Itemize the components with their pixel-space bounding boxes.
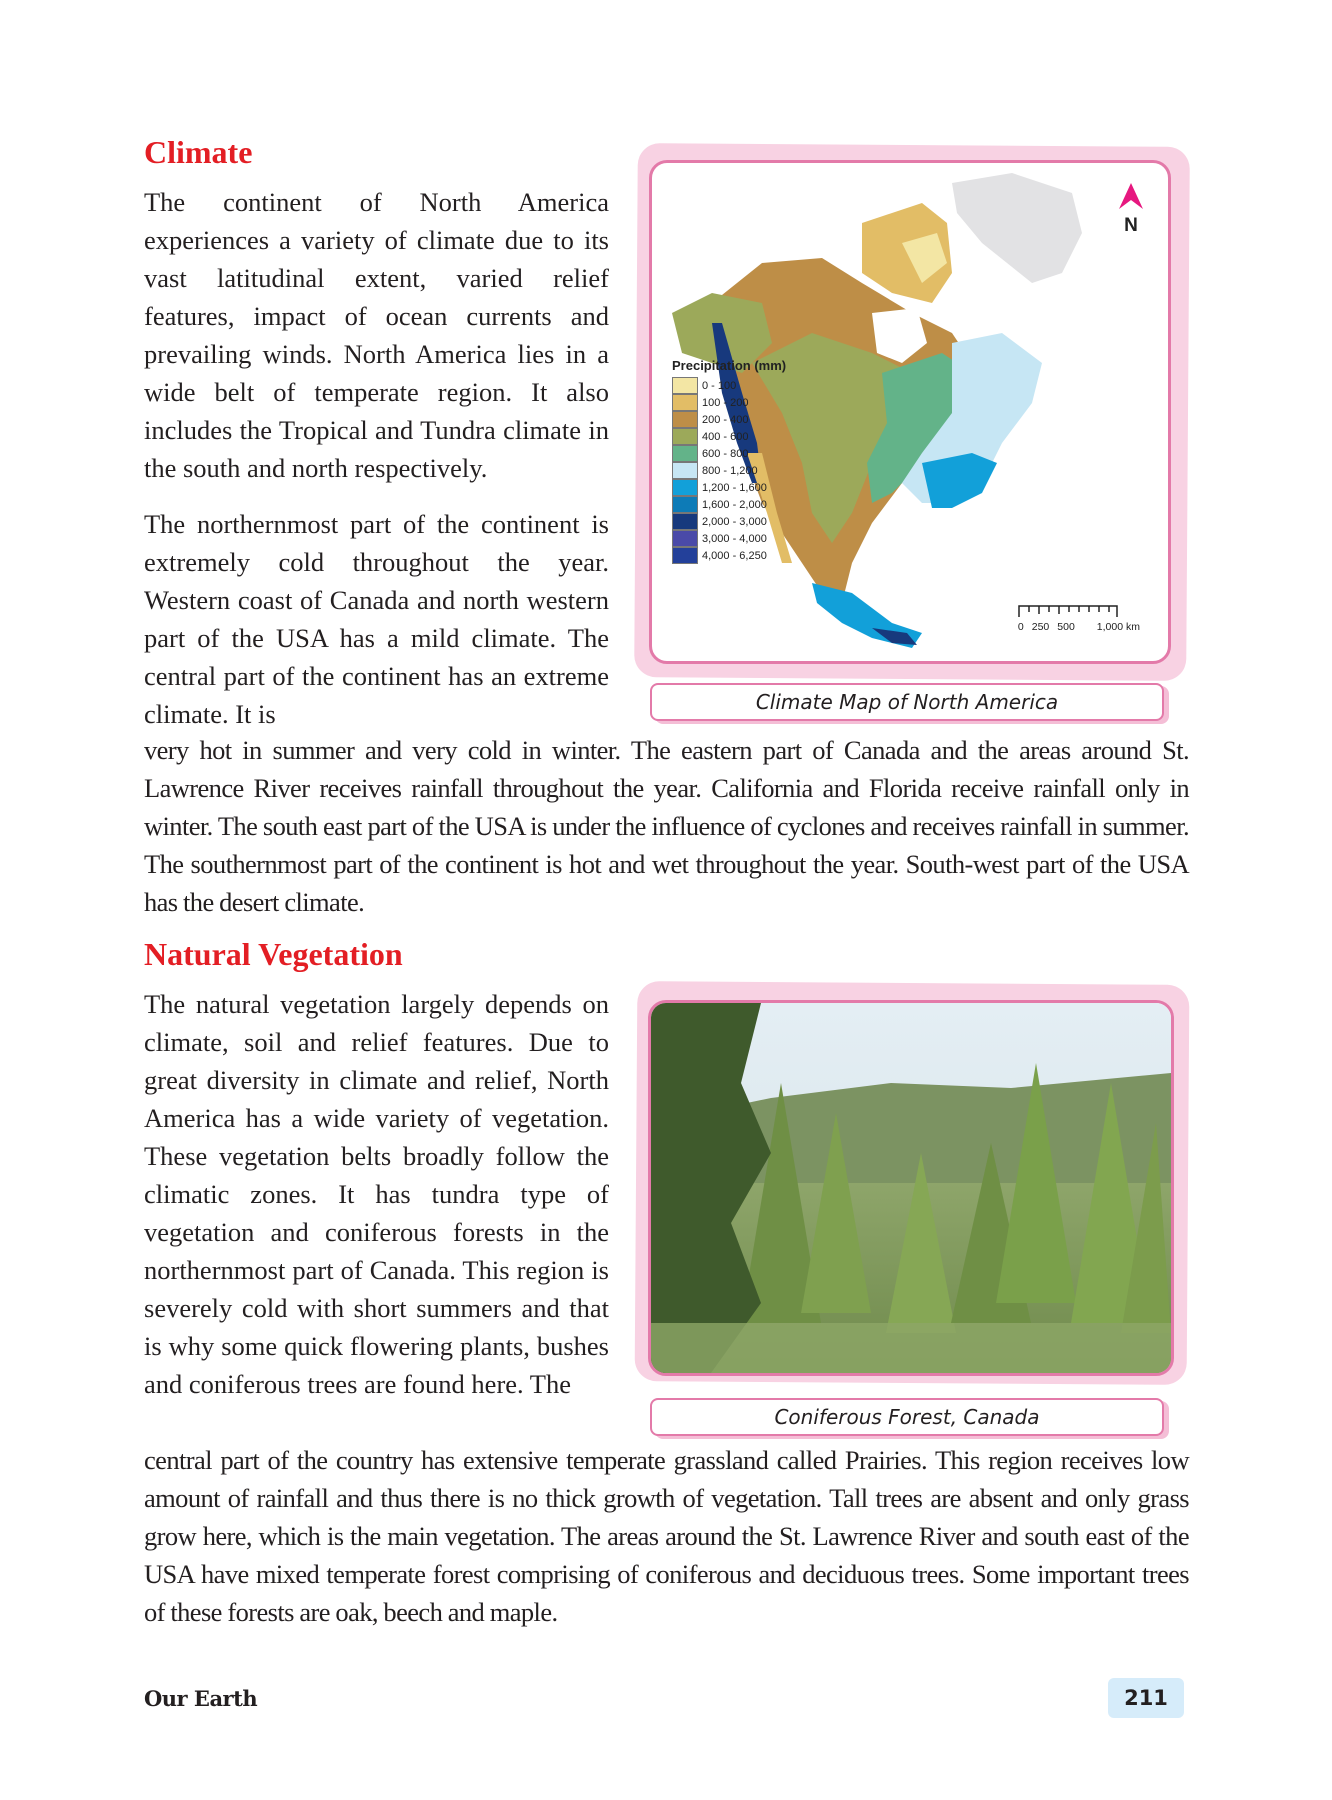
climate-paragraph-1: The continent of North America experiences a variety of climate due to its vast latitudinal extent, varied relief features, impact of ocean currents and prevailing winds. North America lies in a wide belt of temperate region. It also includes the Tropical and Tundra climate in the south and north respectively. xyxy=(144,187,609,483)
legend-swatch xyxy=(672,445,698,462)
legend-swatch xyxy=(672,547,698,564)
north-label: N xyxy=(1124,215,1138,236)
page-number: 211 xyxy=(1108,1678,1184,1718)
legend-label: 100 - 200 xyxy=(702,396,749,409)
legend-label: 1,200 - 1,600 xyxy=(702,481,767,494)
scale-label: 500 xyxy=(1057,621,1075,633)
coniferous-forest-photo xyxy=(648,1000,1174,1376)
north-arrow-icon xyxy=(1119,183,1143,209)
vegetation-paragraph-1: The natural vegetation largely depends on climate, soil and relief features. Due to great diversity in climate and relief, North America has a wide variety of vegetation. These vegetation belts broadly follow the climatic zones. It has tundra type of vegetation and coniferous forests in the northernmost part of Canada. This region is severely cold with short summers and that is why some quick flowering plants, bushes and coniferous trees are found here. The xyxy=(144,989,609,1399)
legend-label: 0 - 100 xyxy=(702,379,737,392)
legend-label: 3,000 - 4,000 xyxy=(702,532,767,545)
scale-bar-icon xyxy=(1018,604,1118,618)
climate-paragraph-3: very hot in summer and very cold in winter. The eastern part of Canada and the areas around St. Lawrence River receives rainfall throughout the year. California and Florida receive rainfall only in winter. The south east part of the USA is under the influence of cyclones and receives rainfall in summer. The southernmost part of the continent is hot and wet throughout the year. South-west part of the USA has the desert climate. xyxy=(144,735,1189,917)
legend-swatch xyxy=(672,462,698,479)
legend-swatch xyxy=(672,479,698,496)
legend-swatch xyxy=(672,411,698,428)
legend-item xyxy=(672,377,786,394)
vegetation-paragraph-2: central part of the country has extensive temperate grassland called Prairies. This region receives low amount of rainfall and thus there is no thick growth of vegetation. Tall trees are absent and only grass grow here, which is the main vegetation. The areas around the St. Lawrence River and south east of the USA have mixed temperate forest comprising of coniferous and deciduous trees. Some important trees of these forests are oak, beech and maple. xyxy=(144,1445,1189,1627)
book-title: Our Earth xyxy=(144,1686,258,1711)
legend-item xyxy=(672,462,786,479)
legend-item xyxy=(672,547,786,564)
legend-label: 400 - 600 xyxy=(702,430,749,443)
scale-label: 250 xyxy=(1031,621,1050,633)
legend-swatch xyxy=(672,394,698,411)
legend-swatch xyxy=(672,513,698,530)
legend-swatch xyxy=(672,496,698,513)
legend-label: 1,600 - 2,000 xyxy=(702,498,767,511)
legend-item xyxy=(672,394,786,411)
legend-label: 200 - 400 xyxy=(702,413,749,426)
legend-item xyxy=(672,411,786,428)
legend-swatch xyxy=(672,377,698,394)
legend-item xyxy=(672,445,786,462)
legend-item xyxy=(672,530,786,547)
legend-item xyxy=(672,513,786,530)
scale-label: 0 xyxy=(1017,621,1024,633)
climate-map-caption: Climate Map of North America xyxy=(650,683,1164,721)
north-arrow xyxy=(1116,183,1146,237)
scale-label: 1,000 km xyxy=(1096,621,1140,633)
legend-item xyxy=(672,496,786,513)
forest-photo-graphic xyxy=(651,1003,1171,1373)
legend-label: 4,000 - 6,250 xyxy=(702,549,767,562)
legend-item xyxy=(672,428,786,445)
legend-label: 600 - 800 xyxy=(702,447,749,460)
legend-label: 2,000 - 3,000 xyxy=(702,515,767,528)
climate-paragraph-2: The northernmost part of the continent is extremely cold throughout the year. Western coast of Canada and north western part of the USA has a mild climate. The central part of the continent has an extreme climate. It is xyxy=(144,509,609,729)
legend-item xyxy=(672,479,786,496)
forest-photo-caption: Coniferous Forest, Canada xyxy=(650,1398,1164,1436)
section-heading-climate: Climate xyxy=(144,134,253,170)
scale-bar xyxy=(1018,604,1140,633)
legend-swatch xyxy=(672,428,698,445)
section-heading-natural-vegetation: Natural Vegetation xyxy=(144,936,403,972)
legend-label: 800 - 1,200 xyxy=(702,464,758,477)
legend-title: Precipitation (mm) xyxy=(672,358,787,373)
climate-map xyxy=(649,160,1171,664)
legend-swatch xyxy=(672,530,698,547)
precipitation-legend xyxy=(672,358,786,564)
